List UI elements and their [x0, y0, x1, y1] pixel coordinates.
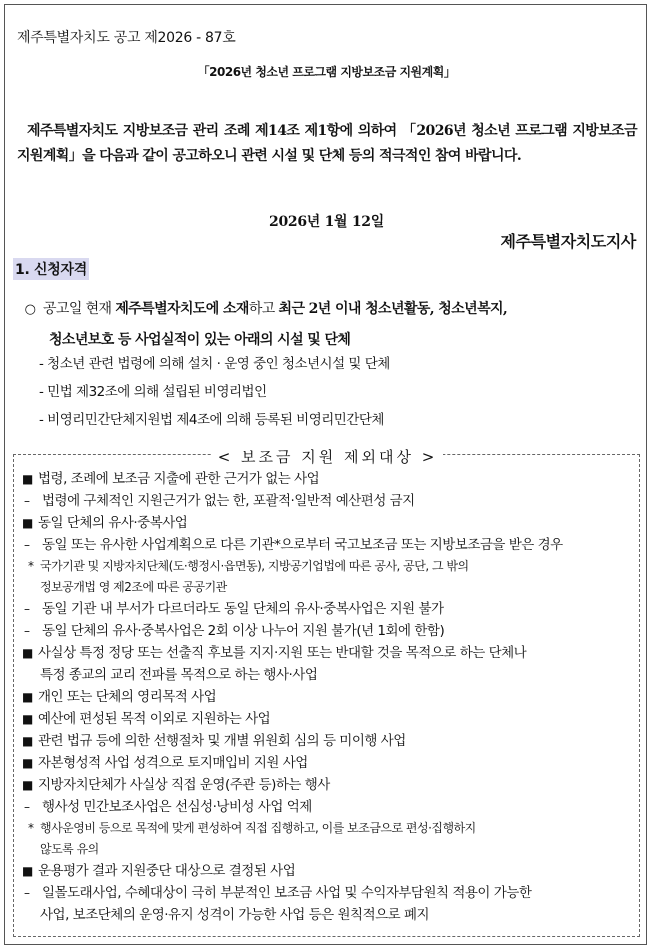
eligibility-sub-list: [39, 350, 639, 434]
exclusion-line: [22, 752, 638, 774]
exclusion-line: [22, 620, 638, 642]
square-bullet-icon: ■: [22, 712, 33, 726]
exclusion-line: [22, 796, 638, 818]
exclusion-line-text: 법령, 조례에 보조금 지출에 관한 근거가 없는 사업: [38, 471, 320, 487]
eligibility-text-d: 최근 2년 이내 청소년활동, 청소년복지,: [278, 301, 508, 317]
dash-bullet-icon: –: [24, 800, 30, 814]
notice-number: 제주특별자치도 공고 제2026 - 87호: [17, 30, 236, 46]
dash-bullet-icon: –: [24, 602, 30, 616]
exclusion-line: [22, 686, 638, 708]
page-title: 「2026년 청소년 프로그램 지방보조금 지원계획」: [197, 65, 456, 79]
square-bullet-icon: ■: [22, 646, 33, 660]
exclusion-line: [22, 904, 638, 926]
notice-date: 2026년 1월 12일: [269, 214, 384, 230]
square-bullet-icon: ■: [22, 734, 33, 748]
exclusion-line-text: 동일 단체의 유사·중복사업은 2회 이상 나누어 지원 불가(년 1회에 한함): [42, 623, 445, 639]
eligibility-text-b: 제주특별자치도에 소재: [115, 301, 249, 317]
eligibility-main-item: [23, 294, 643, 355]
exclusion-line: [22, 708, 638, 730]
square-bullet-icon: ■: [22, 516, 33, 530]
notice-page: [4, 4, 647, 945]
exclusion-line-text: 동일 기관 내 부서가 다르더라도 동일 단체의 유사·중복사업은 지원 불가: [42, 601, 444, 617]
exclusion-line: [22, 577, 638, 598]
eligibility-text-e: 청소년보호 등 사업실적이 있는 아래의 시설 및 단체: [49, 332, 351, 348]
intro-paragraph: 제주특별자치도 지방보조금 관리 조례 제14조 제1항에 의하여 「2026년 청소년 프로그램 지방보조금 지원계획」을 다음과 같이 공고하오니 관련 시설 및 단체 등의 적극적인 참여 바랍니다.: [17, 123, 637, 164]
list-item: - 비영리민간단체지원법 제4조에 의해 등록된 비영리민간단체: [39, 412, 384, 428]
eligibility-text-c: 하고: [248, 301, 279, 317]
section-heading-eligibility: 1. 신청자격: [13, 258, 89, 280]
exclusion-line: [22, 642, 638, 664]
square-bullet-icon: ■: [22, 778, 33, 792]
exclusion-line: [22, 534, 638, 556]
exclusion-line: [22, 468, 638, 490]
exclusion-line-text: 행사운영비 등으로 목적에 맞게 편성하여 직접 집행하고, 이를 보조금으로 편성·집행하지: [40, 821, 476, 835]
exclusion-line: [22, 839, 638, 860]
exclusion-line-text: 법령에 구체적인 지원근거가 없는 한, 포괄적·일반적 예산편성 금지: [42, 493, 415, 509]
exclusion-line-text: 사업, 보조단체의 운영·유지 성격이 가능한 사업 등은 원칙적으로 폐지: [40, 907, 430, 923]
exclusion-line-text: 관련 법규 등에 의한 선행절차 및 개별 위원회 심의 등 미이행 사업: [38, 733, 406, 749]
dash-bullet-icon: –: [24, 886, 30, 900]
exclusion-line-text: 국가기관 및 지방자치단체(도·행정시·읍면동), 지방공기업법에 따른 공사, 공단, 그 밖의: [40, 559, 469, 573]
exclusion-line-text: 사실상 특정 정당 또는 선출직 후보를 지지·지원 또는 반대할 것을 목적으로 하는 단체나: [38, 645, 527, 661]
exclusion-line-text: 지방자치단체가 사실상 직접 운영(주관 등)하는 행사: [38, 777, 330, 793]
exclusion-line-text: 않도록 유의: [40, 842, 99, 856]
asterisk-note-icon: *: [28, 559, 34, 573]
exclusion-line: [22, 556, 638, 577]
exclusion-line-text: 운용평가 결과 지원중단 대상으로 결정된 사업: [38, 863, 296, 879]
exclusion-line-text: 동일 또는 유사한 사업계획으로 다른 기관*으로부터 국고보조금 또는 지방보조금을 받은 경우: [42, 537, 563, 553]
exclusion-line: [22, 512, 638, 534]
exclusion-line-text: 예산에 편성된 목적 이외로 지원하는 사업: [38, 711, 271, 727]
dash-bullet-icon: –: [24, 494, 30, 508]
exclusion-line: [22, 860, 638, 882]
exclusion-line-text: 자본형성적 사업 성격으로 토지매입비 지원 사업: [38, 755, 308, 771]
exclusion-box-title: [14, 446, 641, 467]
exclusion-line: [22, 882, 638, 904]
exclusion-title-text: < 보조금 지원 제외대상 >: [212, 448, 444, 466]
exclusion-line-text: 정보공개법 영 제2조에 따른 공공기관: [40, 580, 227, 594]
square-bullet-icon: ■: [22, 864, 33, 878]
eligibility-text-a: 공고일 현재: [43, 301, 116, 317]
exclusion-line-text: 행사성 민간보조사업은 선심성·낭비성 사업 억제: [42, 799, 312, 815]
list-item: - 청소년 관련 법령에 의해 설치 · 운영 중인 청소년시설 및 단체: [39, 356, 390, 372]
exclusion-line-text: 특정 종교의 교리 전파를 목적으로 하는 행사·사업: [40, 667, 318, 683]
exclusion-line-text: 동일 단체의 유사·중복사업: [38, 515, 188, 531]
list-item: - 민법 제32조에 의해 설립된 비영리법인: [39, 384, 267, 400]
square-bullet-icon: ■: [22, 690, 33, 704]
circle-bullet-icon: ○: [24, 302, 36, 317]
issuer-name: 제주특별자치도지사: [500, 232, 636, 251]
dash-bullet-icon: –: [24, 624, 30, 638]
exclusion-line: [22, 664, 638, 686]
exclusion-line-text: 일몰도래사업, 수혜대상이 극히 부분적인 보조금 사업 및 수익자부담원칙 적용이 가능한: [42, 885, 532, 901]
eligibility-main-line-1: [23, 294, 643, 325]
exclusion-line: [22, 730, 638, 752]
exclusion-line: [22, 490, 638, 512]
exclusion-line: [22, 774, 638, 796]
exclusion-line-text: 개인 또는 단체의 영리목적 사업: [38, 689, 217, 705]
exclusion-lines: [22, 468, 638, 926]
exclusion-box: [13, 448, 640, 937]
square-bullet-icon: ■: [22, 472, 33, 486]
exclusion-line: [22, 598, 638, 620]
asterisk-note-icon: *: [28, 821, 34, 835]
dash-bullet-icon: –: [24, 538, 30, 552]
square-bullet-icon: ■: [22, 756, 33, 770]
exclusion-line: [22, 818, 638, 839]
